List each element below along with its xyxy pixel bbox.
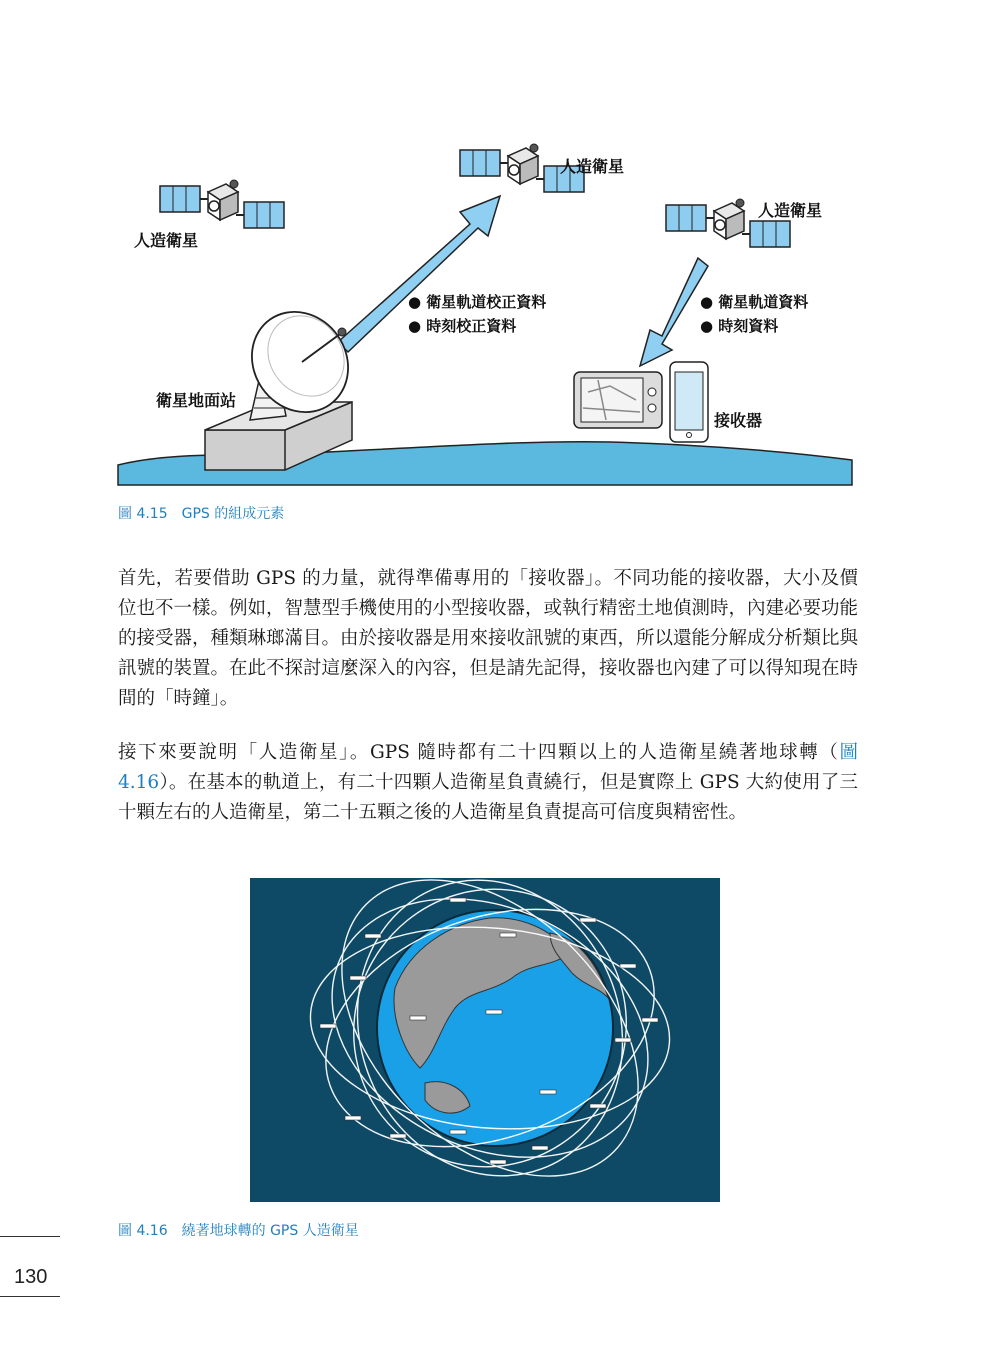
figure-reference-link[interactable]: 圖 4.16 [118, 742, 858, 793]
satellite-right-label: 人造衛星 [758, 201, 823, 220]
downlink-data-list [700, 290, 808, 338]
ground-station-label: 衛星地面站 [156, 391, 237, 410]
paragraph-receiver: 首先，若要借助 GPS 的力量，就得準備專用的「接收器」。不同功能的接收器，大小及價位也不一樣。例如，智慧型手機使用的小型接收器，或執行精密土地偵測時，內建必要功能的接受器，種類琳瑯滿目。由於接收器是用來接收訊號的東西，所以還能分解成分析類比與訊號的裝置。在此不探討這麼深入的內容，但是請先記得，接收器也內建了可以得知現在時間的「時鐘」。 [118, 568, 859, 709]
uplink-item-orbit-correction: ● 衛星軌道校正資料 [408, 293, 547, 311]
paragraph-satellites [118, 738, 858, 828]
page-number-rule-bottom [0, 1296, 60, 1297]
figure-caption-4-16: 圖 4.16 繞著地球轉的 GPS 人造衛星 [118, 1223, 359, 1239]
car-navigation-icon [574, 372, 662, 428]
satellite-left-icon [160, 180, 284, 228]
figure-gps-orbits [250, 878, 720, 1202]
downlink-arrow [640, 258, 708, 366]
ground-station-icon [205, 293, 368, 470]
satellite-left-label: 人造衛星 [134, 231, 199, 250]
page-number: 130 [14, 1266, 48, 1288]
receiver-label: 接收器 [714, 411, 763, 430]
downlink-item-orbit: ● 衛星軌道資料 [700, 293, 809, 311]
uplink-data-list [408, 290, 546, 338]
uplink-item-time-correction: ● 時刻校正資料 [408, 317, 517, 335]
paragraph-satellites-text-1: 接下來要說明「人造衛星」。GPS 隨時都有二十四顆以上的人造衛星繞著地球轉（ [118, 742, 840, 763]
downlink-item-time: ● 時刻資料 [700, 317, 779, 335]
figure-caption-4-15: 圖 4.15 GPS 的組成元素 [118, 506, 285, 522]
gps-orbit-illustration [250, 878, 720, 1202]
figure-gps-components [110, 140, 860, 490]
satellite-center-label: 人造衛星 [560, 157, 625, 176]
page-number-rule-top [0, 1236, 60, 1237]
smartphone-icon [670, 362, 708, 442]
paragraph-satellites-text-2: ）。在基本的軌道上，有二十四顆人造衛星負責繞行，但是實際上 GPS 大約使用了三十顆左右的人造衛星，第二十五顆之後的人造衛星負責提高可信度與精密性。 [118, 772, 858, 823]
